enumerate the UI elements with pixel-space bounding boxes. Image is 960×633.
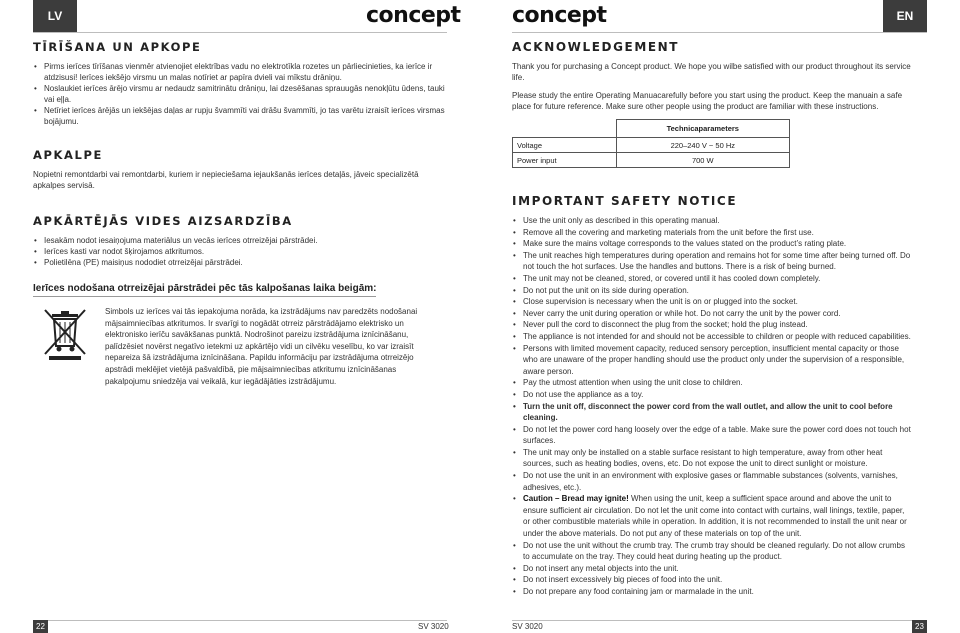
- list-item: • Ierīces kasti var nodot šķirojamos atkritumos.: [33, 246, 448, 257]
- table-header: Technicaparameters: [616, 120, 789, 138]
- list-item: • Remove all the covering and marketing materials from the unit before the first use.: [512, 227, 912, 239]
- list-item: • Persons with limited movement capacity, reduced sensory perception, insufficient mental capacity or those who are unaware of the proper handling should use the product only under the supervision of a responsible, aware person.: [512, 343, 912, 378]
- list-item-caution: [512, 493, 912, 539]
- list-item: • Iesakām nodot iesaiņojuma materiālus un vecās ierīces otrreizējai pārstrādei.: [33, 235, 448, 246]
- brand-logo: concept: [366, 3, 461, 28]
- footer-divider: [512, 620, 927, 621]
- list-item: • Polietilēna (PE) maisiņus nododiet otrreizējai pārstrādei.: [33, 257, 448, 268]
- disposal-text: Simbols uz ierīces vai tās iepakojuma norāda, ka izstrādājums nav paredzēts nodošanai mājsaimniecības atkritumos. Ir svarīgi to nogādāt otrreiz pārstrādājamo elektrisko un elektronisko ierīču savākšanas punktā. Nodrošinot pareizu izstrādājuma iznīcināšanu, palīdzēsiet novērst negatīvo ietekmi uz apkārtējo vidi un cilvēku veselību, ko var izraisīt nepareiza šā izstrādājuma iznīcināšana. Papildu informāciju par izstrādājuma otrreizējo apstrādi meklējiet vietējā pašvaldībā, pie mājsaimniecības atkritumu iznīcināšanas pakalpojumu sniedzēja vai veikalā, kur iegādājāties izstrādājumu.: [105, 307, 418, 386]
- list-item: • Do not use the appliance as a toy.: [512, 389, 912, 401]
- list-item: • The unit may not be cleaned, stored, or covered until it has cooled down completely.: [512, 273, 912, 285]
- table-cell-label: Power input: [513, 153, 617, 168]
- safety-list: [512, 215, 912, 598]
- list-item: • Use the unit only as described in this operating manual.: [512, 215, 912, 227]
- page-content: [33, 40, 448, 387]
- list-item: • Do not put the unit on its side during operation.: [512, 285, 912, 297]
- list-item: • Noslaukiet ierīces ārējo virsmu ar nedaudz samitrinātu drāniņu, lai dzesēšanas sprauugās nenokļūtu ūdens, tauki vai eļļa.: [33, 83, 448, 105]
- list-item: • Never carry the unit during operation or while hot. Do not carry the unit by the power cord.: [512, 308, 912, 320]
- list-item: • The unit reaches high temperatures during operation and remains hot for some time after being turned off. Do not touch the hot surfaces. Use the handles and buttons. There is a risk of being burned.: [512, 250, 912, 273]
- caution-label: Caution – Bread may ignite!: [523, 494, 629, 504]
- section-title-acknowledgement: ACKNOWLEDGEMENT: [512, 40, 680, 54]
- list-item: • Do not insert any metal objects into the unit.: [512, 563, 912, 575]
- page-right: [480, 0, 960, 633]
- language-badge: LV: [33, 0, 77, 32]
- list-item: • Netīriet ierīces ārējās un iekšējas daļas ar rupju švammīti vai drāšu švammīti, jo tas varētu izraisīt ierīces virsmas bojājumu.: [33, 105, 448, 127]
- technical-parameters-table: [512, 119, 790, 168]
- section-title-repair: APKALPE: [33, 148, 103, 162]
- acknowledgement-text-1: Thank you for purchasing a Concept product. We hope you wilbe satisfied with our product throughout its service life.: [512, 62, 911, 82]
- page-number: 23: [912, 620, 927, 633]
- list-item-bold: • Turn the unit off, disconnect the power cord from the wall outlet, and allow the unit to cool before cleaning.: [512, 401, 912, 424]
- table-cell-label: Voltage: [513, 138, 617, 153]
- list-item: • Pirms ierīces tīrīšanas vienmēr atvienojiet elektrības vadu no elektrotīkla rozetes un pārliecinieties, ka ierīce ir atdzisusi! Ierīces iekšējo virsmu un malas notīriet ar papīra dvieli vai mīkstu drāniņu.: [33, 61, 448, 83]
- page-content: [512, 40, 912, 598]
- list-item: • Do not prepare any food containing jam or marmalade in the unit.: [512, 586, 912, 598]
- section-title-environment: APKĀRTĒJĀS VIDES AIZSARDZĪBA: [33, 214, 293, 228]
- acknowledgement-text-2: Please study the entire Operating Manuacarefully before you start using the product. Keep the manuain a safe place for future reference. Make sure other people using the product are familiar with these instructions.: [512, 91, 903, 111]
- disposal-block: [33, 306, 448, 387]
- list-item: • The unit may only be installed on a stable surface resistant to high temperature, away from other heat sources, such as heating bodies, ovens, etc. Do not expose the unit to direct sunlight or moisture.: [512, 447, 912, 470]
- footer-divider: [33, 620, 447, 621]
- language-badge: EN: [883, 0, 927, 32]
- caution-text: When using the unit, keep a sufficient space around and above the unit to ensure sufficient air circulation. Do not let the unit come into contact with curtains, wall linings, textile, paper, or other combustible materials while in operation. In addition, it is not recommended to install the unit near or under the above materials. Do not put any of these materials on top of the unit.: [523, 494, 907, 539]
- crossed-out-wheelie-bin-icon: [39, 306, 91, 362]
- repair-text: Nopietni remontdarbi vai remontdarbi, kuriem ir nepieciešama iejaukšanās ierīces detaļās, jāveic specializētā apkalpes servisā.: [33, 170, 419, 190]
- table-row: [513, 138, 790, 153]
- header-divider: [33, 32, 447, 33]
- environment-list: [33, 235, 448, 268]
- disposal-title: Ierīces nodošana otrreizējai pārstrādei pēc tās kalpošanas laika beigām:: [33, 283, 376, 297]
- model-label: SV 3020: [512, 622, 543, 631]
- list-item: • Do not insert excessively big pieces of food into the unit.: [512, 574, 912, 586]
- list-item: • Make sure the mains voltage corresponds to the values stated on the product’s rating plate.: [512, 238, 912, 250]
- table-cell-value: 700 W: [616, 153, 789, 168]
- table-header-row: [513, 120, 790, 138]
- list-item: • Pay the utmost attention when using the unit close to children.: [512, 377, 912, 389]
- section-title-safety: IMPORTANT SAFETY NOTICE: [512, 194, 738, 208]
- table-cell-value: 220–240 V ~ 50 Hz: [616, 138, 789, 153]
- page-number: 22: [33, 620, 48, 633]
- list-item: • The appliance is not intended for and should not be accessible to children or people with reduced capabilities.: [512, 331, 912, 343]
- section-title-cleaning: TĪRĪŠANA UN APKOPE: [33, 40, 202, 54]
- list-item: • Do not use the unit in an environment with explosive gases or flammable substances (solvents, varnishes, adhesives, etc.).: [512, 470, 912, 493]
- model-label: SV 3020: [418, 622, 449, 631]
- brand-logo: concept: [512, 3, 607, 28]
- list-item: • Do not use the unit without the crumb tray. The crumb tray should be cleaned regularly. Do not allow crumbs to accumulate on the tray. They could heat during heating up the product.: [512, 540, 912, 563]
- list-item: • Close supervision is necessary when the unit is on or plugged into the socket.: [512, 296, 912, 308]
- list-item: • Never pull the cord to disconnect the plug from the socket; hold the plug instead.: [512, 319, 912, 331]
- header-divider: [512, 32, 927, 33]
- table-row: [513, 153, 790, 168]
- cleaning-list: [33, 61, 448, 127]
- list-item: • Do not let the power cord hang loosely over the edge of a table. Make sure the power cord does not touch hot surfaces.: [512, 424, 912, 447]
